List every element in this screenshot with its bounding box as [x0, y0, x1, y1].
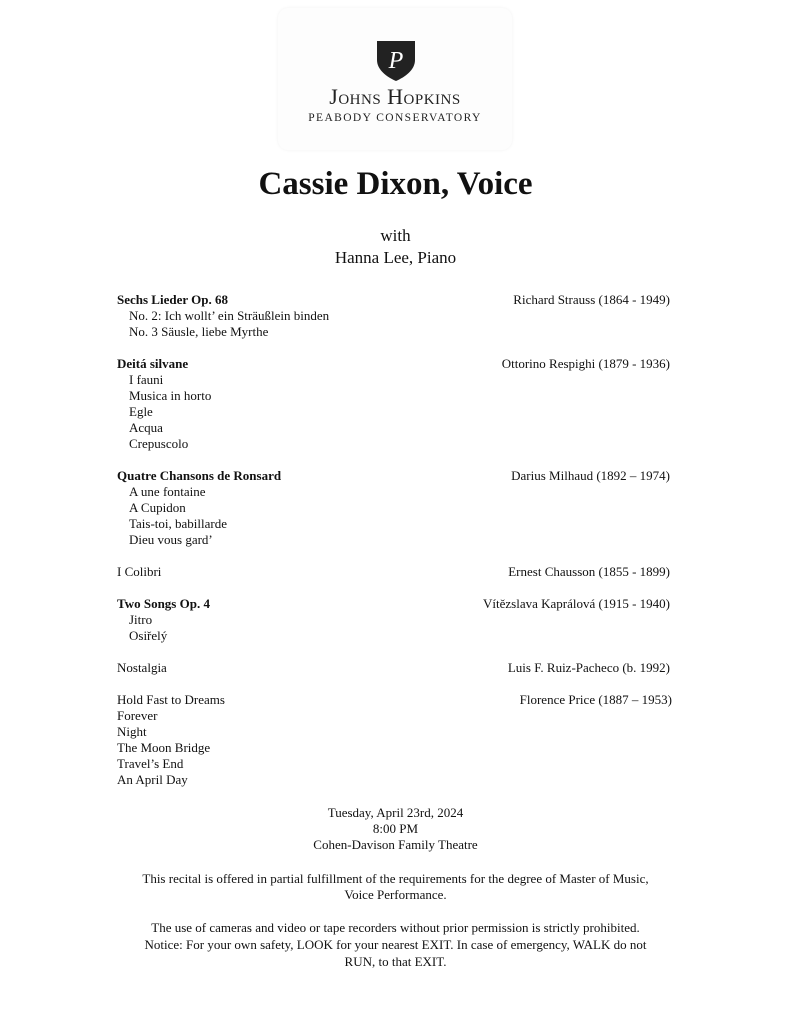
- safety-notice: [0, 919, 791, 970]
- program-list: [117, 292, 670, 804]
- logo-name: Johns Hopkins: [329, 84, 461, 109]
- movement: I fauni: [129, 372, 164, 387]
- work-title: Deitá silvane: [117, 356, 189, 371]
- accompanist: Hanna Lee, Piano: [334, 248, 457, 267]
- program-item-respighi: [117, 356, 670, 452]
- song: An April Day: [117, 772, 188, 787]
- composer: Ernest Chausson (1855 - 1899): [508, 564, 670, 579]
- program-item-price: [117, 692, 670, 788]
- movement: Jitro: [129, 612, 153, 627]
- work-title: Two Songs Op. 4: [117, 596, 210, 611]
- song: The Moon Bridge: [117, 740, 211, 755]
- work-title: Hold Fast to Dreams: [117, 692, 225, 707]
- movement: A Cupidon: [129, 500, 186, 515]
- degree-line: This recital is offered in partial fulfillment of the requirements for the degree of Master of Music,: [142, 871, 649, 886]
- composer: Luis F. Ruiz-Pacheco (b. 1992): [507, 660, 670, 675]
- notice-line: Notice: For your own safety, LOOK for your nearest EXIT. In case of emergency, WALK do not: [144, 937, 647, 952]
- work-title: Quatre Chansons de Ronsard: [117, 468, 282, 483]
- shield-letter: P: [388, 48, 404, 74]
- logo-subtitle: PEABODY CONSERVATORY: [308, 112, 482, 124]
- event-info: [0, 805, 791, 853]
- program-item-strauss: [117, 292, 670, 340]
- composer: Ottorino Respighi (1879 - 1936): [501, 356, 670, 371]
- movement: Crepuscolo: [129, 436, 189, 451]
- peabody-shield-logo: [375, 40, 417, 82]
- work-title: Nostalgia: [117, 660, 167, 675]
- event-venue: Cohen-Davison Family Theatre: [313, 837, 478, 852]
- event-date: Tuesday, April 23rd, 2024: [327, 805, 464, 820]
- movement: A une fontaine: [129, 484, 206, 499]
- event-time: 8:00 PM: [372, 821, 419, 836]
- song: Forever: [117, 708, 158, 723]
- movement: No. 2: Ich wollt’ ein Sträußlein binden: [129, 308, 330, 323]
- movement: Acqua: [129, 420, 163, 435]
- notice-line: The use of cameras and video or tape recorders without prior permission is strictly prohibited.: [151, 920, 640, 935]
- composer: Richard Strauss (1864 - 1949): [513, 292, 670, 307]
- composer: Darius Milhaud (1892 – 1974): [511, 468, 670, 483]
- movement: Egle: [129, 404, 153, 419]
- degree-line: Voice Performance.: [344, 887, 447, 902]
- page-title: Cassie Dixon, Voice: [258, 166, 533, 202]
- movement: Dieu vous gard’: [129, 532, 213, 547]
- notice-line: RUN, to that EXIT.: [344, 954, 447, 969]
- movement: Musica in horto: [129, 388, 212, 403]
- composer: Florence Price (1887 – 1953): [519, 692, 672, 707]
- movement: Tais-toi, babillarde: [129, 516, 228, 531]
- composer: Vítězslava Kaprálová (1915 - 1940): [483, 596, 670, 611]
- work-title: Sechs Lieder Op. 68: [117, 292, 228, 307]
- song: Night: [117, 724, 147, 739]
- degree-statement: [0, 871, 791, 903]
- with-line: with: [380, 226, 411, 245]
- program-item-ruiz: [117, 660, 670, 676]
- movement: No. 3 Säusle, liebe Myrthe: [129, 324, 269, 339]
- program-item-kapralova: [117, 596, 670, 644]
- program-item-chausson: [117, 564, 670, 580]
- movement: Osiřelý: [129, 628, 168, 643]
- song: Travel’s End: [117, 756, 184, 771]
- work-title: I Colibri: [117, 564, 162, 579]
- program-item-milhaud: [117, 468, 670, 548]
